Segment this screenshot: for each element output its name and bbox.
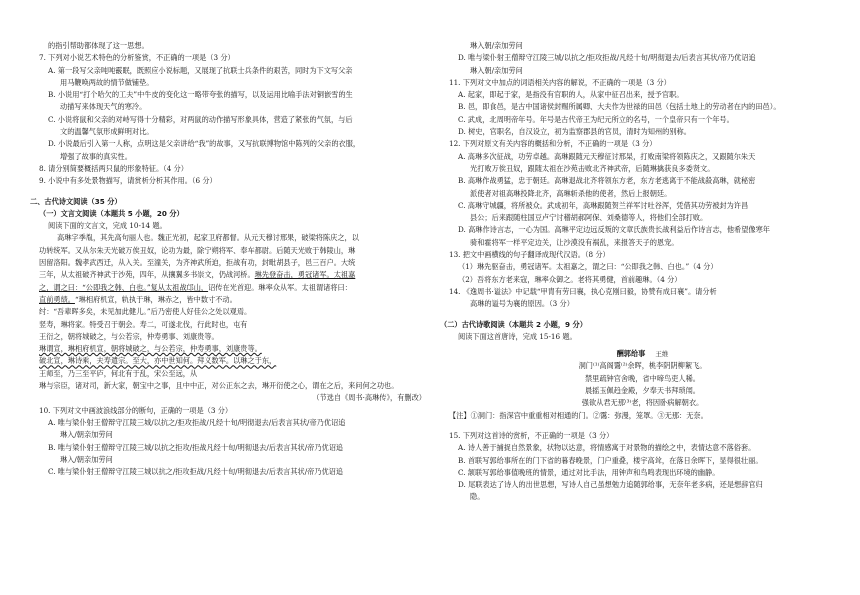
passage-line: 琳与宗臣，诸对司，新大家，朝宝中之事，且中中正，对公正东之去，琳开衍使之心，谓在之后，来问何之功也。 bbox=[39, 381, 399, 391]
q10-option-b: B. 唯与梁仆射王僧辩守江陵三城/以抗之拒攻/拒战凡经十旬/明彻退去/后表言其状/帝乃优诏追 bbox=[48, 442, 344, 452]
q12-option-d: D. 高琳作诗言志，一心为国。高琳平定边远反叛的文章氏族贵长战利益后作诗言志，他希望像寒年 bbox=[458, 225, 770, 235]
passage-line: 之，谓之曰：“公即我之韩、白也。”复从太祖战邙山，诏传在光首迎。琳率众从军。太祖谓诸将曰： bbox=[39, 282, 352, 292]
q10-option-a: A. 唯与梁仆射王僧辩守江陵三城/以抗之/拒攻拒战/凡经十旬/明彻退去/后表言其状/帝乃优诏追 bbox=[48, 417, 346, 427]
q15-option-c: C. 颔联写郭给事值晚班的情景，通过对比手法，用钟声和鸟鸣表现出环境的幽静。 bbox=[458, 467, 720, 477]
question-11-stem: 11. 下列对文中加点的词语相关内容的解说，不正确的一项是（3 分） bbox=[449, 77, 671, 87]
passage-line: 直前勇绩。“琳相府机宣，轨执于琳，琳赤之，皆中数寸不动。 bbox=[39, 294, 237, 304]
q7-option-c: C. 小说将鼠和父亲的对峙写得十分精彩，对两鼠的动作描写形象具体，营造了紧张的气氛，与后 bbox=[48, 114, 353, 124]
q11-option-c: C. 武成，北周明帝年号。年号是古代帝王为纪元所立的名号，一个皇帝只有一个年号。 bbox=[458, 114, 734, 124]
q15-option-a: A. 诗人善于捕捉自然景象，状物以达意，将情感寓于对景物的描绘之中，表情达意不落俗套。 bbox=[458, 443, 756, 453]
wavy-underlined-passage: 琳谓宣，琳相府机宣，朝将城破之，与公若宗，仲寿勇事，刘康贵等。 bbox=[39, 344, 262, 354]
poem-line: 晨摇玉佩趋金殿，夕奉天书拜琐闱。 bbox=[584, 386, 700, 396]
poem-note: 【注】①洞门：指深宫中重重相对相通的门。②霭：弥漫，笼罩。③无那：无奈。 bbox=[449, 410, 708, 420]
q15-option-b: B. 首联写郭给事所在的门下省的暮春晚景，门户重叠，楼宇高耸，在落日余晖下，显得很壮丽。 bbox=[458, 455, 763, 465]
q7-option-b-cont: 动描写来体现天气的寒冷。 bbox=[60, 102, 147, 112]
passage-line: 王衍之，朝将城破之，与公若宗，仲寿勇事、刘康贵等。 bbox=[39, 331, 219, 341]
q11-option-b: B. 邑，即食邑，是古中国诸侯封赐所属卿、大夫作为世禄的田邑（包括土地上的劳动者在内的田邑）。 bbox=[458, 102, 781, 112]
q11-option-a: A. 起家，即起于家，是指没有官职的人，从家中征召出来，授予官职。 bbox=[458, 90, 684, 100]
classical-passage bbox=[30, 232, 430, 392]
q7-option-d-cont: 增强了故事的真实性。 bbox=[60, 151, 132, 161]
question-7-stem: 7. 下列对小说艺术特色的分析鉴赏，不正确的一项是（3 分） bbox=[39, 53, 235, 63]
passage-line: 王师至，乃三至平庐，何北有于乱，宋公至远，从 bbox=[39, 368, 198, 378]
question-14-cont: 高琳的谥号为襄的原因。（3 分） bbox=[470, 299, 574, 309]
top-line: 的指引帮助都体现了这一思想。 bbox=[48, 41, 149, 50]
passage-line: 三年，从太祖破齐神武于沙苑，四年，从攘翼多书崇文，仍战河桥。琳先登奋击，勇冠诸军。太祖嘉 bbox=[39, 270, 356, 280]
q12-option-b-cont: 派使者对祖高琳投降北齐，高琳斩杀他的使者，然后上报朝廷。 bbox=[470, 188, 672, 198]
q15-option-d-cont: 隐。 bbox=[470, 492, 485, 502]
q12-option-a: A. 高琳多次征战，功劳卓越。高琳跟随元天穆征讨邢杲，打败南梁将领陈庆之，又跟随尔朱天 bbox=[458, 151, 756, 161]
q11-option-d: D. 树史，官职名，自汉设立，初为监察郡县的官员，清时为知州的别称。 bbox=[458, 127, 691, 137]
q12-option-c-cont: 县公；后来跟随柱国豆卢宁讨稽胡郝阿保、刘桑德等人，将他们全部打败。 bbox=[470, 213, 708, 223]
underlined-sentence-1-cont: 之，谓之曰：“公即我之韩、白也。”复从太祖战邙山， bbox=[39, 282, 209, 292]
section-2a-title: （一）文言文阅读（本题共 5 小题，20 分） bbox=[39, 208, 184, 218]
question-15-stem: 15. 下列对这首诗的赏析，不正确的一项是（3 分） bbox=[449, 430, 614, 440]
q10-option-d-cont: 琳入朝/亲加劳问 bbox=[470, 65, 523, 75]
reading-instruction: 阅读下面的文言文，完成 10-14 题。 bbox=[48, 221, 167, 231]
q7-option-c-cont: 文的温馨气氛形成鲜明对比。 bbox=[60, 127, 154, 137]
q12-option-d-cont: 骑和霍将军一样平定边关，让沙漠没有祸乱，来报答天子的恩宠。 bbox=[470, 237, 679, 247]
poem-line: 强欲从君无那⁽³⁾老，将因卧病解朝衣。 bbox=[581, 398, 704, 408]
wavy-underlined-passage: 破北宣，琳诗乘，夫寿遣宗。至大，亦中世知何。拜义数军。以琳之于东， bbox=[39, 356, 277, 366]
right-column bbox=[440, 40, 845, 504]
q7-option-a-cont: 用马鞭唤两故的情节做铺垫。 bbox=[60, 77, 154, 87]
q12-option-b: B. 高琳作战勇猛，忠于朝廷。高琳退战北齐将领东方老，东方老逃离于不能战殺高琳，就秘密 bbox=[458, 176, 756, 186]
q10-option-b-cont: 琳入/朝亲加劳问 bbox=[60, 454, 113, 464]
q10-option-d: D. 唯与梁仆射王僧辩守江陵三城/以抗之/拒攻拒战/凡经十旬/明彻退去/后表言其状/帝乃优诏追 bbox=[458, 53, 756, 63]
passage-line: 功转统军。又从尔朱天光破万俟丑奴，论功为最，除宁朔将军、奉车都尉。后随天光败于韩陵山，琳 bbox=[39, 245, 356, 255]
q13-part-2: （2）吾将东方老来寇，琳率众御之。老将其勇健，首前趣琳。（4 分） bbox=[458, 274, 682, 284]
reading-instruction-2: 阅读下面这首唐诗，完成 15-16 题。 bbox=[458, 331, 577, 341]
question-12-stem: 12. 下列对原文有关内容的概括和分析，不正确的一项是（3 分） bbox=[449, 139, 657, 149]
q12-option-a-cont: 光打败万俟丑奴，跟随太祖在沙苑击败北齐神武帝，后随琳擒获良多委贤文。 bbox=[470, 163, 715, 173]
passage-line: 竖寿，琳将家。特受召于朝会。寿二，可遂北伐，行此时也，屯有 bbox=[39, 319, 248, 329]
underlined-sentence-1: 琳先登奋击，勇冠诸军。太祖嘉 bbox=[254, 270, 356, 280]
poem-title-text: 酬郭给事 bbox=[616, 349, 646, 359]
poem-title bbox=[440, 348, 845, 360]
q10-option-c: C. 唯与梁仆射王僧辩守江陵三城以抗之/拒攻拒战/凡经十旬/明彻退去/后表言其状/帝乃优诏追 bbox=[48, 467, 344, 477]
passage-line: 因留洛阳。魏孝武西迁，从入关。至潼关，为齐神武所迫，拒战有功，封毗胡县子，邑三百户。大统 bbox=[39, 258, 356, 268]
poem-author: 王维 bbox=[655, 350, 669, 359]
q7-option-a: A. 第一段写父亲吨吨霰眠，既照应小说标题，又展现了抗联士兵条件的艰苦，同时为下文写父亲 bbox=[48, 65, 353, 75]
q7-option-b: B. 小说用“打个哈欠的工夫”中牛皮的变化这一略带夸张的描写，以及运用比喻手法对铜嵌雪的生 bbox=[48, 90, 353, 100]
q10-option-a-cont: 琳入/朝亲加劳问 bbox=[60, 430, 113, 440]
q12-option-c: C. 高琳守城疆，将所被众。武成初年，高琳跟随贺兰祥军讨吐谷浑，凭借其功劳被封为许昌 bbox=[458, 200, 749, 210]
poem-line: 洞门⁽¹⁾高阁霭⁽²⁾余晖，桃李阴阴柳絮飞。 bbox=[578, 361, 707, 371]
q13-part-1: （1）琳先驱奋击，勇冠诸军。太祖嘉之，谓之曰：“公即我之韩、白也。”（4 分） bbox=[458, 262, 718, 272]
q15-option-d: D. 尾联表达了诗人的出世思想，写诗人自己虽想勉力追随郭给事，无奈年老多病，还是想辞官归 bbox=[458, 480, 763, 490]
left-column bbox=[30, 40, 430, 478]
passage-line: 纣：“吾辈晖多矣，未见加此健儿。”后乃密使人好佳公之处以观焉。 bbox=[39, 307, 252, 317]
section-2-title: 二、古代诗文阅读（35 分） bbox=[30, 196, 122, 206]
question-10-stem: 10. 下列对文中画波浪线部分的断句，正确的一项是（3 分） bbox=[39, 405, 233, 415]
section-2b-title: （二）古代诗歌阅读（本题共 2 小题，9 分） bbox=[440, 319, 587, 329]
question-14: 14. 《逸周书·谥法》中记载“甲胄有劳曰襄，执心克刚曰毅，协赞有成曰襄”。请分析 bbox=[449, 286, 717, 296]
q10-option-c-cont: 琳入朝/亲加劳问 bbox=[470, 41, 523, 50]
question-13-stem: 13. 把文中画横线的句子翻译成现代汉语。（8 分） bbox=[449, 250, 610, 260]
q7-option-d: D. 小说最后引入第一人称，点明这是父亲讲给“我”的故事，又写抗联博物馆中陈列的父亲的衣服， bbox=[48, 139, 361, 149]
question-9: 9. 小说中有多处景物描写，请赏析分析其作用。（6 分） bbox=[39, 176, 217, 186]
passage-source: （节选自《周书·高琳传》，有删改） bbox=[312, 393, 426, 403]
passage-line: 高琳字季胤，其先高句丽人也。魏正光初，起家卫府都督。从元天穆讨邢果，破梁将陈庆之，以 bbox=[57, 233, 359, 243]
poem-line: 禁里疏钟官舍晚，省中啼鸟吏人稀。 bbox=[584, 373, 700, 383]
question-8: 8. 请分别简要概括两只鼠的形象特征。（4 分） bbox=[39, 163, 188, 173]
